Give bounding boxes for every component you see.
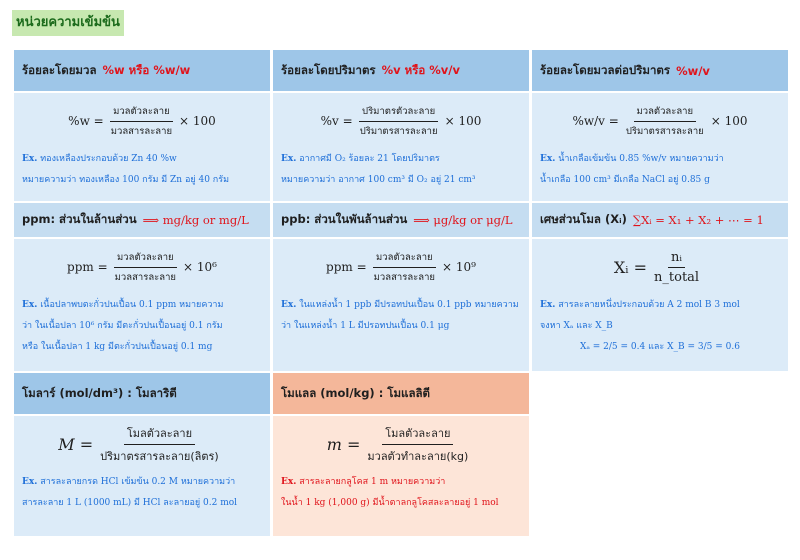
cell-volume-percent xyxy=(273,93,529,201)
example-line: ว่า ในแหล่งน้ำ 1 L มีปรอทปนเปื้อน 0.1 μg xyxy=(281,321,450,331)
header-unit: ∑Xᵢ = X₁ + X₂ + ⋯ = 1 xyxy=(632,213,764,227)
cell-ppm xyxy=(14,239,270,371)
denominator: ปริมาตรสารละลาย xyxy=(625,125,704,137)
formula xyxy=(540,99,780,143)
header-molarity xyxy=(14,373,270,414)
header-mass-percent xyxy=(14,50,270,91)
example-line: ในน้ำ 1 kg (1,000 g) มีน้ำตาลกลูโคสละลายอยู่ 1 mol xyxy=(281,498,499,508)
example-text: สารละลายหนึ่งประกอบด้วย A 2 mol B 3 mol xyxy=(558,300,740,310)
numerator: โมลตัวละลาย xyxy=(124,424,195,445)
fraction xyxy=(371,250,438,285)
cell-molarity xyxy=(14,416,270,536)
denominator: มวลตัวทำละลาย(kg) xyxy=(367,449,469,463)
formula-lhs: %w/v = xyxy=(572,114,619,128)
header-unit: %v หรือ %v/v xyxy=(381,62,460,77)
formula-rhs: × 100 xyxy=(444,114,482,128)
header-mole-fraction xyxy=(532,203,788,237)
formula xyxy=(22,99,262,143)
example-text: สารละลายกรด HCl เข้มข้น 0.2 M หมายความว่า xyxy=(40,477,236,487)
numerator: มวลตัวละลาย xyxy=(373,250,436,268)
cell-mole-fraction xyxy=(532,239,788,371)
example-text: ในแหล่งน้ำ 1 ppb มีปรอทปนเปื้อน 0.1 ppb หมายความ xyxy=(299,300,519,310)
denominator: มวลสารละลาย xyxy=(373,271,435,283)
header-label: เศษส่วนโมล (Xᵢ) xyxy=(540,212,627,226)
fraction xyxy=(623,104,707,139)
concentration-table xyxy=(14,50,788,550)
header-label: โมลาร์ (mol/dm³) : โมลาริตี xyxy=(22,385,177,400)
formula-lhs: m = xyxy=(326,434,361,454)
formula-rhs: × 100 xyxy=(179,114,216,128)
formula-rhs: × 10⁶ xyxy=(182,260,217,274)
header-mass-volume-percent xyxy=(532,50,788,91)
example-text: เนื้อปลาพบตะกั่วปนเปื้อน 0.1 ppm หมายความ xyxy=(40,300,224,310)
header-label: ร้อยละโดยมวลต่อปริมาตร xyxy=(540,62,671,77)
header-label: โมแลล (mol/kg) : โมแลลิตี xyxy=(281,385,431,400)
example-prefix: Ex. xyxy=(540,154,556,164)
numerator: nᵢ xyxy=(668,250,685,268)
example-line: หมายความว่า อากาศ 100 cm³ มี O₂ อยู่ 21 cm³ xyxy=(281,175,476,185)
empty-cell xyxy=(532,373,788,414)
header-label: ppm: ส่วนในล้านส่วน xyxy=(22,212,137,226)
example-prefix: Ex. xyxy=(22,154,38,164)
header-unit: ⟹ mg/kg or mg/L xyxy=(142,213,249,227)
header-molality xyxy=(273,373,529,414)
fraction xyxy=(651,250,702,285)
example-line: ว่า ในเนื้อปลา 10⁶ กรัม มีตะกั่วปนเปื้อนอยู่ 0.1 กรัม xyxy=(22,321,223,331)
header-unit: %w/v xyxy=(676,63,710,78)
example-text: อากาศมี O₂ ร้อยละ 21 โดยปริมาตร xyxy=(299,154,440,164)
example-line xyxy=(22,149,262,170)
header-volume-percent xyxy=(273,50,529,91)
example-line xyxy=(540,149,780,170)
formula xyxy=(22,422,262,466)
fraction xyxy=(108,104,175,139)
header-label: ร้อยละโดยมวล xyxy=(22,62,97,77)
header-unit: ⟹ μg/kg or μg/L xyxy=(413,213,513,227)
header-ppm xyxy=(14,203,270,237)
numerator: มวลตัวละลาย xyxy=(114,250,177,268)
example-prefix: Ex. xyxy=(281,477,297,487)
denominator: n_total xyxy=(654,269,700,285)
cell-mass-percent xyxy=(14,93,270,201)
formula-lhs: ppm = xyxy=(67,260,108,274)
fraction xyxy=(112,250,179,285)
example-line xyxy=(281,472,521,493)
formula-rhs: × 10⁹ xyxy=(441,260,476,274)
formula-rhs: × 100 xyxy=(710,114,748,128)
formula xyxy=(281,245,521,289)
example-text: ทองเหลืองประกอบด้วย Zn 40 %w xyxy=(40,154,177,164)
numerator: ปริมาตรตัวละลาย xyxy=(359,104,438,122)
example-line: สารละลาย 1 L (1000 mL) มี HCl ละลายอยู่ 0.2 mol xyxy=(22,498,238,508)
example-text: น้ำเกลือเข้มข้น 0.85 %w/v หมายความว่า xyxy=(558,154,724,164)
numerator: มวลตัวละลาย xyxy=(110,104,173,122)
formula xyxy=(281,99,521,143)
example-line xyxy=(22,295,262,316)
fraction xyxy=(364,424,471,465)
empty-cell xyxy=(532,416,788,536)
example-line xyxy=(22,472,262,493)
header-label: ร้อยละโดยปริมาตร xyxy=(281,62,376,77)
example-prefix: Ex. xyxy=(22,477,38,487)
example-line: หรือ ในเนื้อปลา 1 kg มีตะกั่วปนเปื้อนอยู่ 0.1 mg xyxy=(22,342,213,352)
example-prefix: Ex. xyxy=(281,154,297,164)
formula-lhs: %v = xyxy=(320,114,353,128)
example-line: จงหา Xₐ และ X_B xyxy=(540,321,613,331)
example-line: น้ำเกลือ 100 cm³ มีเกลือ NaCl อยู่ 0.85 g xyxy=(540,175,710,185)
cell-molality xyxy=(273,416,529,536)
header-unit: %w หรือ %w/w xyxy=(102,62,191,77)
example-line: Xₐ = 2/5 = 0.4 และ X_B = 3/5 = 0.6 xyxy=(580,342,740,352)
numerator: มวลตัวละลาย xyxy=(634,104,697,122)
formula-lhs: ppm = xyxy=(326,260,367,274)
formula xyxy=(540,245,780,289)
cell-ppb xyxy=(273,239,529,371)
example-prefix: Ex. xyxy=(540,300,556,310)
cell-mass-volume-percent xyxy=(532,93,788,201)
formula xyxy=(22,245,262,289)
numerator: โมลตัวละลาย xyxy=(382,424,453,445)
formula-lhs: Xᵢ = xyxy=(613,257,648,277)
denominator: ปริมาตรสารละลาย xyxy=(359,125,438,137)
fraction xyxy=(97,424,222,465)
example-line xyxy=(281,149,521,170)
example-prefix: Ex. xyxy=(281,300,297,310)
example-prefix: Ex. xyxy=(22,300,38,310)
page-title: หน่วยความเข้มข้น xyxy=(12,10,124,36)
formula-lhs: %w = xyxy=(68,114,104,128)
example-line xyxy=(540,295,780,316)
denominator: ปริมาตรสารละลาย(ลิตร) xyxy=(100,449,219,463)
header-ppb xyxy=(273,203,529,237)
formula xyxy=(281,422,521,466)
example-text: สารละลายกลูโคส 1 m หมายความว่า xyxy=(299,477,446,487)
example-line: หมายความว่า ทองเหลือง 100 กรัม มี Zn อยู่ 40 กรัม xyxy=(22,175,230,185)
fraction xyxy=(357,104,441,139)
formula-lhs: M = xyxy=(58,434,94,454)
example-line xyxy=(281,295,521,316)
denominator: มวลสารละลาย xyxy=(114,271,176,283)
denominator: มวลสารละลาย xyxy=(110,125,173,137)
header-label: ppb: ส่วนในพันล้านส่วน xyxy=(281,212,408,226)
